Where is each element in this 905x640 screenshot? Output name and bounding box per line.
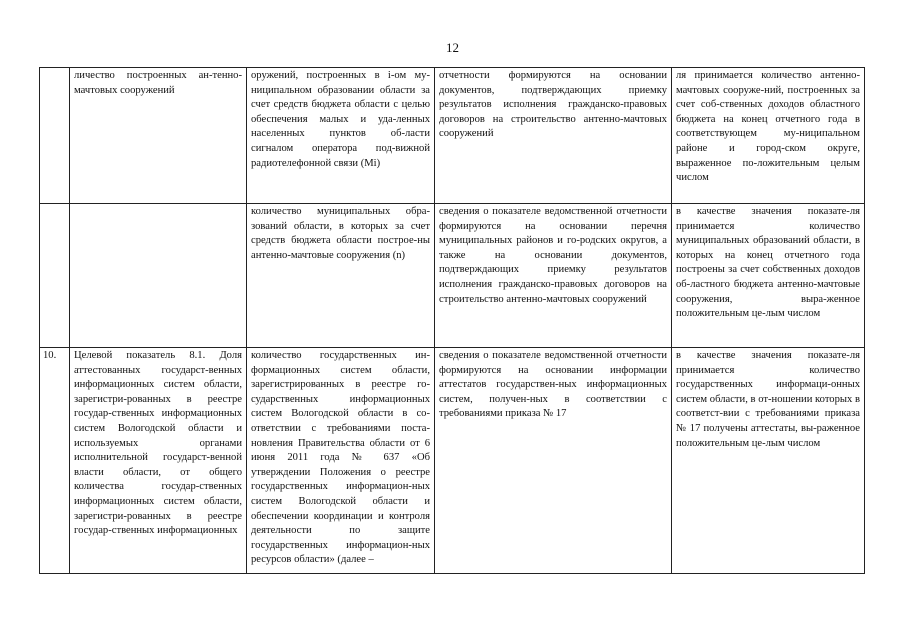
row-number <box>40 68 70 204</box>
indicator-name-cell <box>70 204 247 348</box>
row-number <box>40 204 70 348</box>
table-row <box>40 68 865 204</box>
indicators-table <box>39 67 865 574</box>
page-number: 12 <box>446 40 459 55</box>
indicator-name-cell: личество построенных ан-тенно-мачтовых сооружений <box>70 68 247 204</box>
parameter-cell: оружений, построенных в i-ом му-ниципальном образовании области за счет средств бюджета области с целью обеспечения малых и уда-ленных населенных пунктов об-ласти сигналом оператора под-вижной радиотелефонной связи (Mi) <box>247 68 435 204</box>
data-source-cell: отчетности формируются на основании документов, подтверждающих приемку результатов исполнения гражданско-правовых договоров на строительство антенно-мачтовых сооружений <box>435 68 672 204</box>
row-number: 10. <box>40 348 70 574</box>
table-row <box>40 348 865 574</box>
calculation-method-cell: в качестве значения показате-ля принимается количество муниципальных образований области, в которых на конец отчетного года построены за счет собственных доходов об-ластного бюджета антенно-мачтовые сооружения, выра-женное положительным це-лым числом <box>672 204 865 348</box>
table-row <box>40 204 865 348</box>
indicator-name-cell: Целевой показатель 8.1. Доля аттестованных государст-венных информационных систем области, зарегистри-рованных в реестре государ-ственных информационных систем Вологодской области и используемых органами исполнительной государст-венной власти области, от общего количества государ-ственных информационных систем области, зарегистри-рованных в реестре государ-ственных информационных <box>70 348 247 574</box>
calculation-method-cell: ля принимается количество антенно-мачтовых сооруже-ний, построенных за счет соб-ственных доходов областного бюджета на конец отчетного года в соответствующем му-ниципальном районе и город-ском округе, выраженное по-ложительным целым числом <box>672 68 865 204</box>
data-source-cell: сведения о показателе ведомственной отчетности формируются на основании информации аттестатов государствен-ных информационных систем, получен-ных в соответствии с требованиями приказа № 17 <box>435 348 672 574</box>
data-source-cell: сведения о показателе ведомственной отчетности формируются на основании перечня муниципальных районов и го-родских округов, а также на основании документов, подтверждающих приемку результатов исполнения гражданско-правовых договоров на строительство антенно-мачтовых сооружений <box>435 204 672 348</box>
parameter-cell: количество муниципальных обра-зований области, в которых за счет средств бюджета области построе-ны антенно-мачтовые сооружения (n) <box>247 204 435 348</box>
calculation-method-cell: в качестве значения показате-ля принимается количество государственных информаци-онных систем области, в от-ношении которых в соответст-вии с требованиями приказа № 17 получены аттестаты, вы-раженное положительным це-лым числом <box>672 348 865 574</box>
parameter-cell: количество государственных ин-формационных систем области, зарегистрированных в реестре го-сударственных информационных систем Вологодской области в со-ответствии с требованиями поста-новления Правительства области от 6 июня 2011 года № 637 «Об утверждении Положения о реестре государственных информацион-ных систем Вологодской области и обеспечении координации и контроля деятельности по защите государственных информацион-ных ресурсов области» (далее – <box>247 348 435 574</box>
